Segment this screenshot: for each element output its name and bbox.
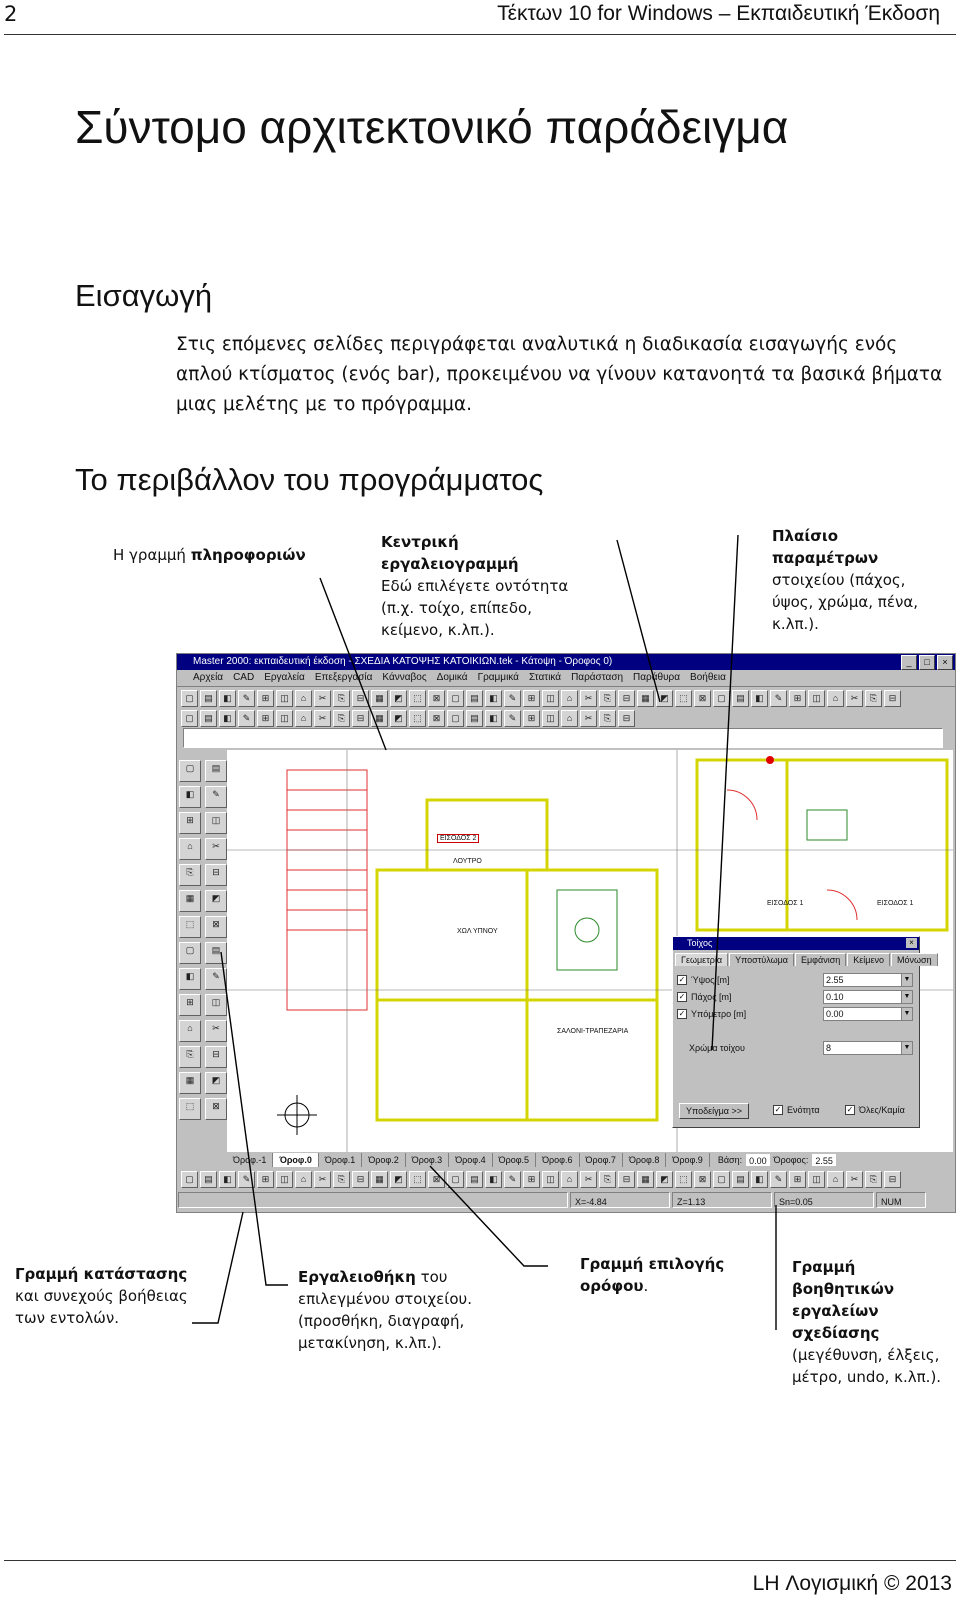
toolbar-button-icon[interactable]: ◫ [808,690,825,707]
toolbar-button-icon[interactable]: ◫ [276,690,293,707]
floor-tab[interactable]: Όροφ.3 [406,1153,449,1167]
toolbar-button-icon[interactable]: ▢ [713,1171,730,1188]
element-toolbar [177,758,227,1150]
param-value[interactable]: 0.00 [823,1007,913,1021]
app-titlebar [177,654,955,670]
menu-item[interactable]: Κάνναβος [382,672,427,683]
toolbar-button-icon[interactable]: ⌂ [179,1020,201,1042]
callout-floor-bold: Γραμμή επιλογής ορόφου [580,1255,725,1295]
subtype-button[interactable]: Υποδείγμα >> [679,1103,749,1119]
toolbar-button-icon[interactable]: ⊠ [694,690,711,707]
base-label: Βάση: [717,1155,743,1165]
toolbar-button-icon[interactable]: ⊟ [352,710,369,727]
room-label: ΕΙΣΟΔΟΣ 1 [767,900,804,907]
toolbar-button-icon[interactable]: ◩ [390,690,407,707]
toolbar-button-icon[interactable]: ⊞ [257,690,274,707]
callout-main-toolbar-bold: Κεντρική εργαλειογραμμή [381,533,519,573]
callout-info-line [113,544,306,566]
toolbar-button-icon[interactable]: ⊟ [884,690,901,707]
room-label: ΣΑΛΟΝΙ-ΤΡΑΠΕΖΑΡΙΑ [557,1028,629,1035]
param-label: Ύψος [m] [691,975,730,985]
toolbar-button-icon[interactable]: ▤ [732,690,749,707]
toolbar-button-icon[interactable]: ◧ [485,1171,502,1188]
running-title: Τέκτων 10 for Windows – Εκπαιδευτική Έκδοση [497,2,940,25]
toolbar-button-icon[interactable]: ▦ [179,890,201,912]
toolbar-button-icon[interactable]: ⊟ [352,1171,369,1188]
callout-floor-text: . [643,1277,649,1295]
app-screenshot [176,653,956,1213]
param-value[interactable]: 2.55 [823,973,913,987]
toolbar-button-icon[interactable]: ⊞ [257,1171,274,1188]
checkbox[interactable]: ✓ [678,992,686,1001]
toolbar-button-icon[interactable]: ⎘ [333,690,350,707]
floor-tab[interactable]: Όροφ.0 [273,1153,318,1167]
tab-insulation[interactable]: Μόνωση [891,953,938,966]
toolbar-button-icon[interactable]: ▢ [447,690,464,707]
toolbar-button-icon[interactable]: ⎘ [333,710,350,727]
toolbar-button-icon[interactable]: ⊞ [257,710,274,727]
floor-height-label: Όροφος: [773,1155,809,1165]
tab-appearance[interactable]: Εμφάνιση [795,953,846,966]
room-label: ΛΟΥΤΡΟ [453,858,482,865]
callout-info-line-prefix: Η γραμμή [113,546,191,564]
checkbox-label: Ενότητα [787,1105,820,1115]
toolbar-button-icon[interactable]: ⊟ [352,690,369,707]
toolbar-button-icon[interactable]: ✂ [846,1171,863,1188]
toolbar-button-icon[interactable]: ⊠ [205,916,227,938]
minimize-icon[interactable]: _ [901,655,917,670]
status-x: X=-4.84 [570,1192,670,1208]
app-window-title: Master 2000: εκπαιδευτική έκδοση - ΣΧΕΔΙΑ ΚΑΤΟΨΗΣ ΚΑΤΟΙΚΙΩΝ.tek - Κάτοψη - Όροφος 0) [193,656,613,667]
toolbar-button-icon[interactable]: ▤ [200,710,217,727]
unit-checkbox[interactable] [773,1105,820,1115]
toolbar-button-icon[interactable]: ▢ [181,710,198,727]
menu-item[interactable]: Γραμμικά [477,672,519,683]
page-title: Σύντομο αρχιτεκτονικό παράδειγμα [75,101,789,153]
menu-item[interactable]: Δομικά [436,672,468,683]
toolbar-button-icon[interactable]: ⬚ [179,916,201,938]
toolbar-button-icon[interactable]: ✎ [770,1171,787,1188]
toolbar-button-icon[interactable]: ▢ [179,760,201,782]
checkbox[interactable]: ✓ [774,1105,782,1114]
callout-aux-text: (μεγέθυνση, έλξεις, μέτρο, undo, κ.λπ.). [792,1346,942,1386]
base-value[interactable]: 0.00 [746,1154,770,1166]
toolbar-button-icon[interactable]: ▦ [371,710,388,727]
toolbar-button-icon[interactable]: ✎ [504,710,521,727]
toolbar-button-icon[interactable]: ▤ [466,1171,483,1188]
footer-text: LH Λογισμική © 2013 [752,1572,952,1595]
toolbar-button-icon[interactable]: ⎘ [179,1046,201,1068]
toolbar-button-icon[interactable]: ▤ [200,1171,217,1188]
param-label: Υπόμετρο [m] [691,1009,747,1019]
main-toolbar-row-2 [181,708,951,728]
toolbar-button-icon[interactable]: ◫ [205,994,227,1016]
param-value[interactable]: 8 [823,1041,913,1055]
toolbar-button-icon[interactable]: ◫ [205,812,227,834]
toolbar-button-icon[interactable]: ◫ [276,710,293,727]
toolbar-button-icon[interactable]: ⌂ [295,710,312,727]
info-line [183,728,943,748]
callout-params-bold: Πλαίσιο παραμέτρων [772,527,879,567]
toolbar-button-icon[interactable]: ▤ [466,690,483,707]
toolbar-button-icon[interactable]: ▤ [732,1171,749,1188]
toolbar-button-icon[interactable]: ⊞ [789,690,806,707]
menu-item[interactable]: CAD [233,672,255,683]
toolbar-button-icon[interactable]: ▤ [205,942,227,964]
toolbar-button-icon[interactable]: ✂ [314,710,331,727]
menu-item[interactable]: Επεξεργασία [314,672,373,683]
callout-info-line-bold: πληροφοριών [190,546,306,564]
toolbar-button-icon[interactable]: ⎘ [333,1171,350,1188]
toolbar-button-icon[interactable]: ✎ [238,1171,255,1188]
toolbar-button-icon[interactable]: ⊠ [428,690,445,707]
callout-aux-bold: Γραμμή βοηθητικών εργαλείων σχεδίασης [792,1258,895,1342]
toolbar-button-icon[interactable]: ⌂ [561,1171,578,1188]
toolbar-button-icon[interactable]: ◫ [542,1171,559,1188]
main-toolbar-row-1 [181,688,951,708]
toolbar-button-icon[interactable]: ✎ [238,690,255,707]
toolbar-button-icon[interactable]: ◧ [485,710,502,727]
toolbar-button-icon[interactable]: ⌂ [295,690,312,707]
callout-element-toolbar-text: του επιλεγμένου στοιχείου. (προσθήκη, διαγραφή, μετακίνηση, κ.λπ.). [298,1268,472,1352]
toolbar-button-icon[interactable]: ⎘ [599,690,616,707]
toolbar-button-icon[interactable]: ▤ [466,710,483,727]
toolbar-button-icon[interactable]: ◩ [656,1171,673,1188]
toolbar-button-icon[interactable]: ◫ [542,710,559,727]
toolbar-button-icon[interactable]: ⎘ [865,690,882,707]
menu-item[interactable]: Παράσταση [571,672,624,683]
toolbar-button-icon[interactable]: ✂ [580,710,597,727]
param-label: Χρώμα τοίχου [689,1043,745,1053]
checkbox[interactable]: ✓ [678,1009,686,1018]
toolbar-button-icon[interactable]: ⌂ [827,690,844,707]
floor-tab[interactable]: Όροφ.1 [319,1153,362,1167]
param-value[interactable]: 0.10 [823,990,913,1004]
toolbar-button-icon[interactable]: ◧ [219,690,236,707]
floor-tab[interactable]: Όροφ.9 [666,1153,709,1167]
toolbar-button-icon[interactable]: ✂ [314,690,331,707]
toolbar-button-icon[interactable]: ✂ [580,690,597,707]
toolbar-button-icon[interactable]: ◩ [656,690,673,707]
toolbar-button-icon[interactable]: ◫ [542,690,559,707]
floor-tab[interactable]: Όροφ.8 [623,1153,666,1167]
close-icon[interactable]: × [906,938,917,948]
dialog-titlebar [673,937,919,950]
floor-tab[interactable]: Όροφ.7 [580,1153,623,1167]
section-heading-environment: Το περιβάλλον του προγράμματος [75,462,544,497]
toolbar-button-icon[interactable]: ▢ [713,690,730,707]
toolbar-button-icon[interactable]: ◧ [219,1171,236,1188]
all-none-checkbox[interactable] [845,1105,905,1115]
toolbar-button-icon[interactable]: ⌂ [561,710,578,727]
toolbar-button-icon[interactable]: ⎘ [599,1171,616,1188]
dialog-title: Τοίχος [687,938,713,948]
toolbar-button-icon[interactable]: ▢ [447,710,464,727]
toolbar-button-icon[interactable]: ⌂ [827,1171,844,1188]
toolbar-button-icon[interactable]: ⊟ [205,864,227,886]
callout-status-bold: Γραμμή κατάστασης [15,1265,188,1283]
callout-floor-bar [580,1253,740,1297]
toolbar-button-icon[interactable]: ⊞ [523,690,540,707]
toolbar-button-icon[interactable]: ◩ [390,710,407,727]
toolbar-button-icon[interactable]: ✂ [205,1020,227,1042]
chevron-down-icon[interactable]: ▼ [901,1007,913,1021]
callout-params-text: στοιχείου (πάχος, ύψος, χρώμα, πένα, κ.λπ.). [772,571,918,633]
drawing-canvas[interactable] [227,750,953,1152]
toolbar-button-icon[interactable]: ⬚ [675,1171,692,1188]
toolbar-button-icon[interactable]: ⬚ [409,1171,426,1188]
menu-item[interactable]: Εργαλεία [264,672,305,683]
toolbar-button-icon[interactable]: ⊟ [884,1171,901,1188]
toolbar-button-icon[interactable]: ⬚ [409,690,426,707]
floor-tab[interactable]: Όροφ.6 [536,1153,579,1167]
toolbar-button-icon[interactable]: ⌂ [179,838,201,860]
close-icon[interactable]: × [937,655,953,670]
toolbar-button-icon[interactable]: ✂ [314,1171,331,1188]
callout-main-toolbar-text: Εδώ επιλέγετε οντότητα (π.χ. τοίχο, επίπεδο, κείμενο, κ.λπ.). [381,577,569,639]
toolbar-button-icon[interactable]: ▢ [181,1171,198,1188]
param-row[interactable] [677,1007,913,1021]
menu-item[interactable]: Βοήθεια [690,672,726,683]
toolbar-button-icon[interactable]: ▦ [371,690,388,707]
callout-aux-toolbar [792,1256,956,1388]
status-snap: Sn=0.05 [774,1192,874,1208]
toolbar-button-icon[interactable]: ⌂ [295,1171,312,1188]
chevron-down-icon[interactable]: ▼ [901,973,913,987]
toolbar-button-icon[interactable]: ⊠ [205,1098,227,1120]
section-heading-intro: Εισαγωγή [75,278,213,313]
toolbar-button-icon[interactable]: ⬚ [179,1098,201,1120]
tab-column[interactable]: Υποστύλωμα [729,953,794,966]
floor-tab[interactable]: Όροφ.-1 [227,1153,273,1167]
toolbar-button-icon[interactable]: ⊟ [205,1046,227,1068]
toolbar-button-icon[interactable]: ⊞ [523,1171,540,1188]
toolbar-button-icon[interactable]: ▢ [181,690,198,707]
toolbar-button-icon[interactable]: ▤ [205,760,227,782]
param-row[interactable] [677,1041,913,1055]
floor-tab[interactable]: Όροφ.5 [493,1153,536,1167]
toolbar-button-icon[interactable]: ▢ [179,942,201,964]
room-label: ΕΙΣΟΔΟΣ 2 [437,834,479,843]
toolbar-button-icon[interactable]: ▤ [200,690,217,707]
toolbar-button-icon[interactable]: ⬚ [675,690,692,707]
callout-status-text: και συνεχούς βοήθειας των εντολών. [15,1287,188,1327]
toolbar-button-icon[interactable]: ◧ [751,690,768,707]
menu-item[interactable]: Αρχεία [193,672,224,683]
room-label: ΕΙΣΟΔΟΣ 1 [877,900,914,907]
tab-text[interactable]: Κείμενο [847,953,890,966]
checkbox[interactable]: ✓ [678,975,686,984]
floor-tab[interactable]: Όροφ.2 [362,1153,405,1167]
toolbar-button-icon[interactable]: ◧ [219,710,236,727]
dialog-tabs [675,953,932,966]
toolbar-button-icon[interactable]: ✎ [504,1171,521,1188]
toolbar-button-icon[interactable]: ⊞ [789,1171,806,1188]
page-number: 2 [4,2,18,26]
chevron-down-icon[interactable]: ▼ [901,990,913,1004]
toolbar-button-icon[interactable]: ✂ [580,1171,597,1188]
toolbar-button-icon[interactable]: ✎ [205,786,227,808]
status-message [178,1192,568,1208]
toolbar-button-icon[interactable]: ✂ [205,838,227,860]
toolbar-button-icon[interactable]: ◧ [179,786,201,808]
toolbar-button-icon[interactable]: ◩ [205,1072,227,1094]
toolbar-button-icon[interactable]: ⊟ [618,710,635,727]
toolbar-button-icon[interactable]: ⊞ [179,994,201,1016]
floor-selection-bar [227,1153,953,1167]
status-z: Z=1.13 [672,1192,772,1208]
callout-params [772,525,932,635]
room-label: ΧΩΛ ΥΠΝΟΥ [457,928,498,935]
status-num: NUM [876,1192,926,1208]
param-row[interactable] [677,973,913,987]
toolbar-button-icon[interactable]: ⊟ [618,690,635,707]
floor-tab[interactable]: Όροφ.4 [449,1153,492,1167]
param-row[interactable] [677,990,913,1004]
toolbar-button-icon[interactable]: ⊠ [428,1171,445,1188]
callout-element-toolbar [298,1266,473,1354]
toolbar-button-icon[interactable]: ⎘ [599,710,616,727]
toolbar-button-icon[interactable]: ⊞ [523,710,540,727]
toolbar-button-icon[interactable]: ✎ [205,968,227,990]
toolbar-button-icon[interactable]: ⊟ [618,1171,635,1188]
toolbar-button-icon[interactable]: ◧ [751,1171,768,1188]
footer-rule [4,1560,956,1561]
toolbar-button-icon[interactable]: ⎘ [179,864,201,886]
menubar [177,670,955,687]
tab-geometry[interactable]: Γεωμετρία [675,953,728,966]
toolbar-button-icon[interactable]: ✎ [238,710,255,727]
intro-paragraph: Στις επόμενες σελίδες περιγράφεται αναλυτικά η διαδικασία εισαγωγής ενός απλού κτίσματος (ενός bar), προκειμένου να γίνουν κατανοητά τα βασικά βήματα μιας μελέτης με το πρόγραμμα. [176,334,943,415]
toolbar-button-icon[interactable]: ✎ [770,690,787,707]
toolbar-button-icon[interactable]: ◫ [276,1171,293,1188]
toolbar-button-icon[interactable]: ▦ [637,690,654,707]
callout-element-toolbar-bold: Εργαλειοθήκη [298,1268,416,1286]
checkbox[interactable]: ✓ [846,1105,854,1114]
toolbar-button-icon[interactable]: ◧ [485,690,502,707]
toolbar-button-icon[interactable]: ⊠ [428,710,445,727]
toolbar-button-icon[interactable]: ▦ [371,1171,388,1188]
aux-toolbar [181,1169,951,1189]
parameters-dialog[interactable] [672,936,932,1128]
toolbar-button-icon[interactable]: ⬚ [409,710,426,727]
menu-item[interactable]: Στατικά [528,672,562,683]
toolbar-button-icon[interactable]: ◩ [390,1171,407,1188]
toolbar-button-icon[interactable]: ◧ [179,968,201,990]
toolbar-button-icon[interactable]: ✎ [504,690,521,707]
toolbar-button-icon[interactable]: ⊠ [694,1171,711,1188]
toolbar-button-icon[interactable]: ◫ [808,1171,825,1188]
header-rule [4,34,956,35]
callout-main-toolbar [381,531,581,641]
floor-height-value[interactable]: 2.55 [812,1154,836,1166]
maximize-icon[interactable]: □ [919,655,935,670]
toolbar-button-icon[interactable]: ⎘ [865,1171,882,1188]
param-label: Πάχος [m] [691,992,732,1002]
status-bar [177,1191,955,1209]
toolbar-button-icon[interactable]: ⌂ [561,690,578,707]
toolbar-button-icon[interactable]: ◩ [205,890,227,912]
toolbar-button-icon[interactable]: ⊞ [179,812,201,834]
chevron-down-icon[interactable]: ▼ [901,1041,913,1055]
toolbar-button-icon[interactable]: ▦ [637,1171,654,1188]
checkbox-label: Όλες/Καμία [859,1105,905,1115]
toolbar-button-icon[interactable]: ▦ [179,1072,201,1094]
toolbar-button-icon[interactable]: ✂ [846,690,863,707]
callout-status-bar [15,1263,190,1329]
menu-item[interactable]: Παράθυρα [633,672,681,683]
toolbar-button-icon[interactable]: ▢ [447,1171,464,1188]
